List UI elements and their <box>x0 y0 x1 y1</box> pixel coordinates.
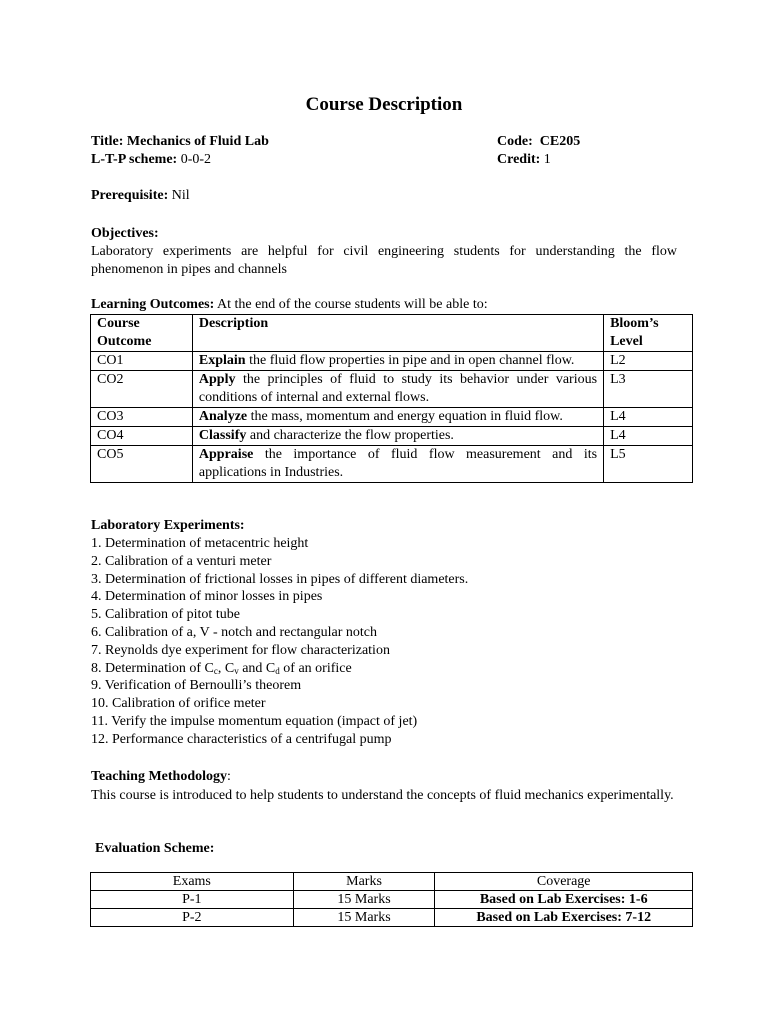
table-row <box>91 891 693 909</box>
table-row <box>91 909 693 927</box>
exam-cell: P-1 <box>91 891 294 909</box>
teaching-methodology-heading: Teaching Methodology: <box>91 769 231 784</box>
prerequisite-line <box>91 187 190 205</box>
list-item: 11. Verify the impulse momentum equation (impact of jet) <box>91 713 418 729</box>
co-cell: CO2 <box>91 371 193 408</box>
level-cell: L2 <box>604 352 693 371</box>
code-label: Code: <box>497 134 533 149</box>
description-cell: Explain the fluid flow properties in pipe and in open channel flow. <box>192 352 603 371</box>
list-item: 4. Determination of minor losses in pipes <box>91 589 323 605</box>
lab-experiments-list <box>91 535 468 749</box>
header-marks: Marks <box>293 873 435 891</box>
list-item: 10. Calibration of orifice meter <box>91 696 266 712</box>
list-item: 7. Reynolds dye experiment for flow characterization <box>91 642 390 658</box>
page-title: Course Description <box>305 94 463 115</box>
credit-line <box>497 151 551 169</box>
header-coverage: Coverage <box>435 873 693 891</box>
title-label: Title: <box>91 134 124 149</box>
evaluation-table <box>90 872 693 927</box>
table-row <box>91 446 693 483</box>
header-exams: Exams <box>91 873 294 891</box>
course-code-line <box>497 133 580 151</box>
level-cell: L4 <box>604 408 693 427</box>
co-cell: CO5 <box>91 446 193 483</box>
list-item: 5. Calibration of pitot tube <box>91 607 240 623</box>
code-value: CE205 <box>539 134 581 149</box>
description-cell: Analyze the mass, momentum and energy equation in fluid flow. <box>192 408 603 427</box>
exam-cell: P-2 <box>91 909 294 927</box>
list-item: 2. Calibration of a venturi meter <box>91 553 272 569</box>
learning-outcomes-table <box>90 314 693 483</box>
objectives-heading: Objectives: <box>91 226 159 241</box>
learning-outcomes-label: Learning Outcomes: <box>91 297 215 312</box>
coverage-cell: Based on Lab Exercises: 7-12 <box>435 909 693 927</box>
prereq-label: Prerequisite: <box>91 188 169 203</box>
table-row <box>91 427 693 446</box>
level-cell: L3 <box>604 371 693 408</box>
lab-experiments-heading: Laboratory Experiments: <box>91 518 245 533</box>
header-description: Description <box>192 315 603 352</box>
course-title-line <box>91 133 269 151</box>
co-cell: CO1 <box>91 352 193 371</box>
list-item: 9. Verification of Bernoulli’s theorem <box>91 678 302 694</box>
list-item: 12. Performance characteristics of a centrifugal pump <box>91 731 392 747</box>
learning-outcomes-heading <box>91 296 488 314</box>
ltp-label: L-T-P scheme: <box>91 152 178 167</box>
list-item: 3. Determination of frictional losses in pipes of different diameters. <box>91 571 469 587</box>
header-course-outcome: Course Outcome <box>91 315 193 352</box>
prereq-value: Nil <box>171 188 190 203</box>
title-value: Mechanics of Fluid Lab <box>126 134 269 149</box>
evaluation-scheme-heading: Evaluation Scheme: <box>95 841 215 856</box>
teaching-methodology-text: This course is introduced to help students to understand the concepts of fluid mechanics experimentally. <box>91 788 674 803</box>
list-item: 6. Calibration of a, V - notch and rectangular notch <box>91 624 378 640</box>
description-cell: Apply the principles of fluid to study its behavior under various conditions of internal and external flows. <box>192 371 603 408</box>
coverage-cell: Based on Lab Exercises: 1-6 <box>435 891 693 909</box>
objectives-text: Laboratory experiments are helpful for civil engineering students for understanding the flow phenomenon in pipes and channels <box>91 244 677 277</box>
table-row <box>91 371 693 408</box>
description-cell: Appraise the importance of fluid flow measurement and its applications in Industries. <box>192 446 603 483</box>
table-row <box>91 408 693 427</box>
table-header-row <box>91 315 693 352</box>
header-blooms-level: Bloom’s Level <box>604 315 693 352</box>
co-cell: CO4 <box>91 427 193 446</box>
learning-outcomes-intro: At the end of the course students will be able to: <box>214 297 488 312</box>
credit-value: 1 <box>543 152 551 167</box>
credit-label: Credit: <box>497 152 541 167</box>
table-header-row <box>91 873 693 891</box>
list-item: 8. Determination of $C_c$, $C_v$ and $C_d$ of an orifice <box>91 660 352 676</box>
co-cell: CO3 <box>91 408 193 427</box>
table-row <box>91 352 693 371</box>
list-item: 1. Determination of metacentric height <box>91 536 309 551</box>
ltp-line <box>91 151 211 169</box>
level-cell: L4 <box>604 427 693 446</box>
marks-cell: 15 Marks <box>293 909 435 927</box>
description-cell: Classify and characterize the flow properties. <box>192 427 603 446</box>
level-cell: L5 <box>604 446 693 483</box>
marks-cell: 15 Marks <box>293 891 435 909</box>
ltp-value: 0-0-2 <box>180 152 212 167</box>
